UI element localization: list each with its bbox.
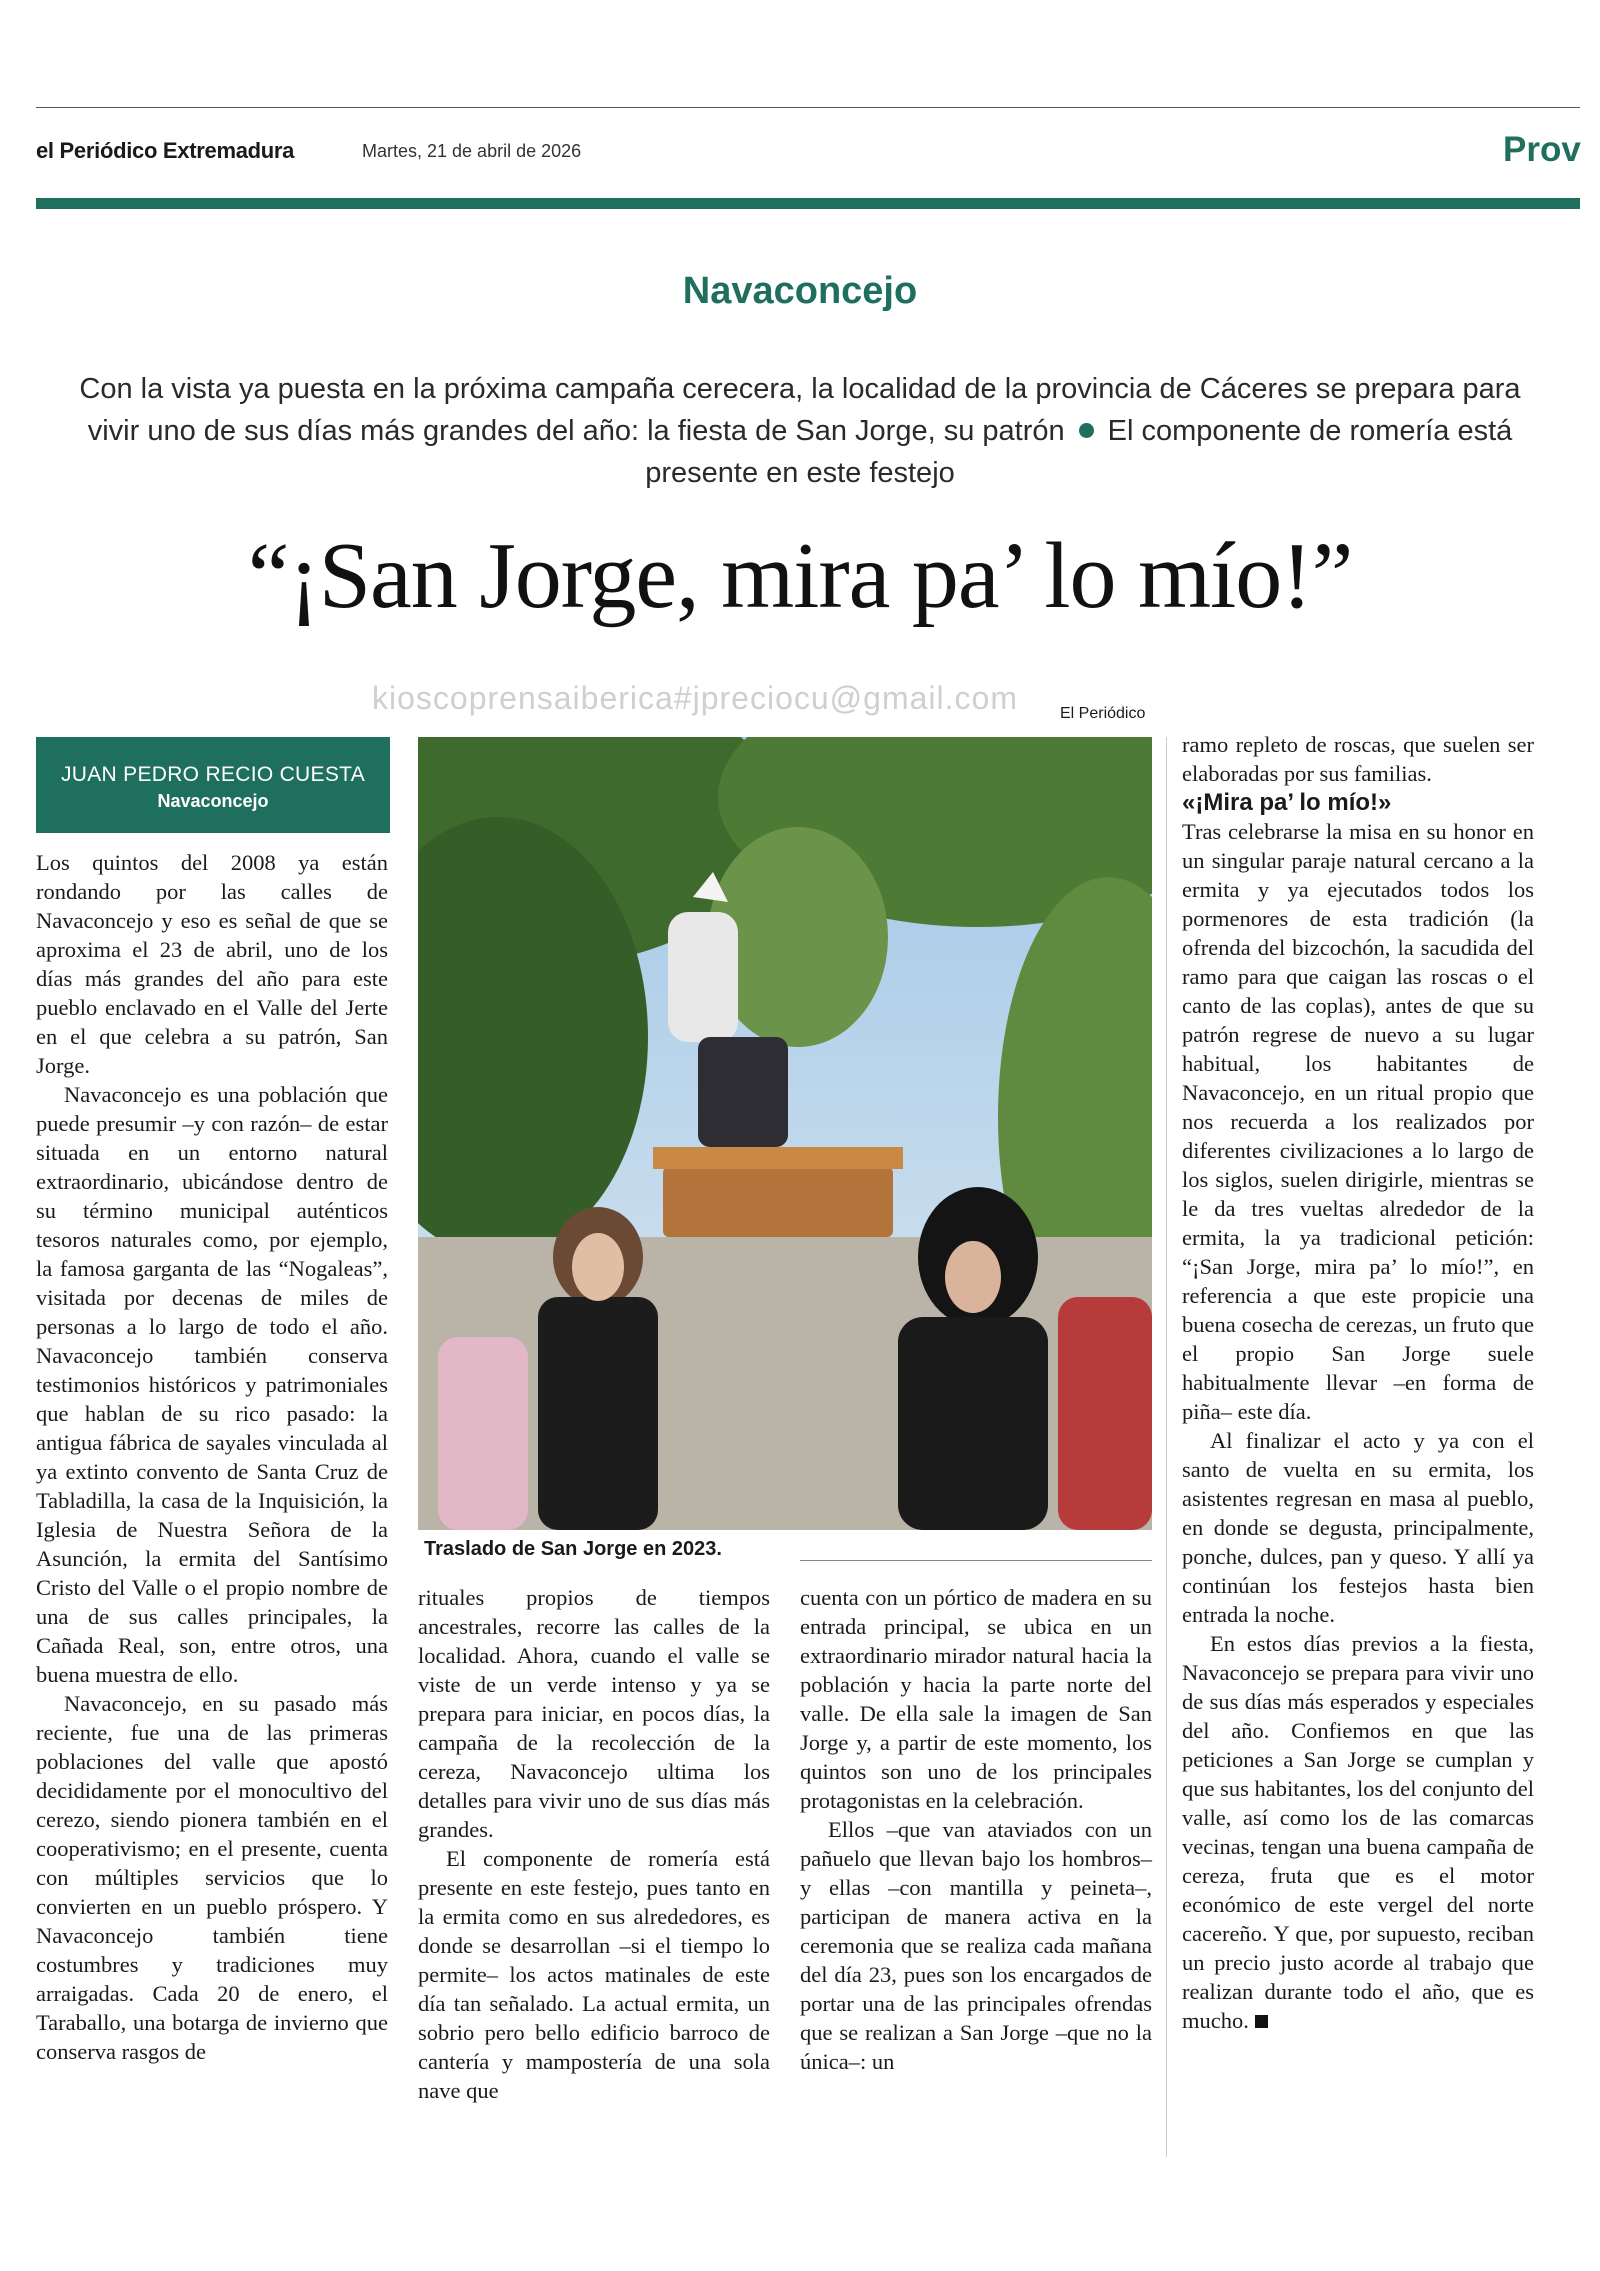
subheading: «¡Mira pa’ lo mío!» bbox=[1182, 789, 1392, 816]
paragraph: Navaconcejo es una población que puede presumir –y con razón– de estar situada en un entorno natural extraordinario, ubicándose dentro de su término municipal auténticos tesoros naturales como, por ejemplo, la famosa garganta de las “Nogaleas”, visitada por decenas de miles de personas a lo largo de todo el año. Navaconcejo también conserva testimonios históricos y patrimoniales que hablan de su rico pasado: la antigua fábrica de sayales vinculada al ya extinto convento de Santa Cruz de Tabladilla, la casa de la Inquisición, la Iglesia de Nuestra Señora de la Asunción, la ermita del Santísimo Cristo del Valle o el propio nombre de una de sus calles principales, la Cañada Real, son, entre otros, una buena muestra de ello. bbox=[36, 1082, 388, 1687]
article-photo bbox=[418, 737, 1152, 1530]
header-bar bbox=[36, 198, 1580, 209]
paragraph: Ellos –que van ataviados con un pañuelo que llevan bajo los hombros– y ellas –con mantilla y peineta–, participan de manera activa en la ceremonia que se realiza cada mañana del día 23, pues son los encargados de portar una de las principales ofrendas que se realizan a San Jorge –que no la única–: un bbox=[800, 1817, 1152, 2074]
paragraph: cuenta con un pórtico de madera en su entrada principal, se ubica en un extraordinario mirador natural hacia la población y hacia la parte norte del valle. De ella sale la imagen de San Jorge y, a partir de este momento, los quintos son uno de los principales protagonistas en la celebración. bbox=[800, 1585, 1152, 1813]
column-3 bbox=[800, 1583, 1152, 2076]
byline-name: JUAN PEDRO RECIO CUESTA bbox=[60, 763, 366, 786]
deck-part1: Con la vista ya puesta en la próxima campaña cerecera, la localidad de la provincia de Cáceres se prepara para vivir uno de sus días más grandes del año: la fiesta de San Jorge, su patrón bbox=[79, 373, 1521, 447]
kicker: Navaconcejo bbox=[682, 270, 918, 312]
column-1 bbox=[36, 848, 388, 2066]
end-mark-icon bbox=[1255, 2015, 1268, 2028]
issue-date: Martes, 21 de abril de 2026 bbox=[362, 141, 582, 161]
paragraph: Los quintos del 2008 ya están rondando por las calles de Navaconcejo y eso es señal de que se aproxima el 23 de abril, uno de los días más grandes del año para este pueblo enclavado en el Valle del Jerte en el que celebra a su patrón, San Jorge. bbox=[36, 850, 388, 1078]
paragraph: El componente de romería está presente en este festejo, pues tanto en la ermita como en sus alrededores, es donde se desarrollan –si el tiempo lo permite– los actos matinales de este día tan señalado. La actual ermita, un sobrio pero bello edificio barroco de cantería y mampostería de una sola nave que bbox=[418, 1846, 770, 2103]
photo-credit: El Periódico bbox=[1060, 705, 1146, 722]
column-2 bbox=[418, 1583, 770, 2105]
paragraph: Al finalizar el acto y ya con el santo de vuelta en su ermita, los asistentes regresan en masa al pueblo, en donde se degusta, principalmente, ponche, dulces, pan y queso. Y allí ya continúan los festejos hasta bien entrada la noche. bbox=[1182, 1428, 1534, 1627]
column-divider bbox=[1166, 737, 1167, 2157]
byline-box bbox=[36, 737, 390, 833]
section-label: Prov bbox=[1503, 130, 1581, 169]
bullet-dot-icon bbox=[1079, 423, 1094, 438]
headline: “¡San Jorge, mira pa’ lo mío!” bbox=[247, 524, 1353, 628]
watermark: kioscoprensaiberica#jpreciocu@gmail.com bbox=[372, 680, 1018, 716]
top-rule bbox=[36, 107, 1580, 108]
paragraph bbox=[1182, 1629, 1534, 2035]
paragraph-text: En estos días previos a la fiesta, Navaconcejo se prepara para vivir uno de sus días más esperados y especiales del año. Confiemos en que las peticiones a San Jorge se cumplan y que sus habitantes, los del conjunto del valle, así como los de las comarcas vecinas, tengan una buena campaña de cereza, fruta que es el motor económico de este vergel del norte cacereño. Y que, por supuesto, reciban un precio justo acorde al trabajo que realizan durante todo el año, que es mucho. bbox=[1182, 1631, 1534, 2033]
paragraph: Tras celebrarse la misa en su honor en un singular paraje natural cercano a la ermita y ya ejecutados todos los pormenores de esta tradición (la ofrenda del bizcochón, la sacudida del ramo para que caigan las roscas o el canto de las coplas), antes de que su patrón regrese de nuevo a su lugar habitual, los habitantes de Navaconcejo, en un ritual propio que nos recuerda a los realizados por diferentes civilizaciones a lo largo de los siglos, suelen dirigirle, mientras se le da tres vueltas alrededor de la ermita, la ya tradicional petición: “¡San Jorge, mira pa’ lo mío!”, en referencia a que este propicie una buena cosecha de cerezas, un fruto que el propio San Jorge suele habitualmente llevar –en forma de piña– este día. bbox=[1182, 819, 1534, 1424]
column-4 bbox=[1182, 730, 1534, 2035]
paragraph: rituales propios de tiempos ancestrales, recorre las calles de la localidad. Ahora, cuando el valle se viste de un verde intenso y ya se prepara para iniciar, en pocos días, la campaña de la recolección de la cereza, Navaconcejo ultima los detalles para vivir uno de sus días más grandes. bbox=[418, 1585, 770, 1842]
column-rule bbox=[800, 1560, 1152, 1561]
paragraph: Navaconcejo, en su pasado más reciente, fue una de las primeras poblaciones del valle que apostó decididamente por el monocultivo del cerezo, siendo pionera también en el cooperativismo; en el presente, cuenta con múltiples servicios que lo convierten en un pueblo próspero. Y Navaconcejo también tiene costumbres y tradiciones muy arraigadas. Cada 20 de enero, el Taraballo, una botarga de invierno que conserva rasgos de bbox=[36, 1691, 388, 2064]
masthead[interactable]: el Periódico Extremadura bbox=[36, 138, 295, 163]
paragraph: ramo repleto de roscas, que suelen ser elaboradas por sus familias. bbox=[1182, 732, 1534, 786]
deck-part2: El componente de romería está presente en este festejo bbox=[645, 415, 1513, 489]
photo-caption: Traslado de San Jorge en 2023. bbox=[424, 1538, 722, 1560]
deck bbox=[50, 368, 1550, 494]
byline-location: Navaconcejo bbox=[157, 791, 269, 811]
